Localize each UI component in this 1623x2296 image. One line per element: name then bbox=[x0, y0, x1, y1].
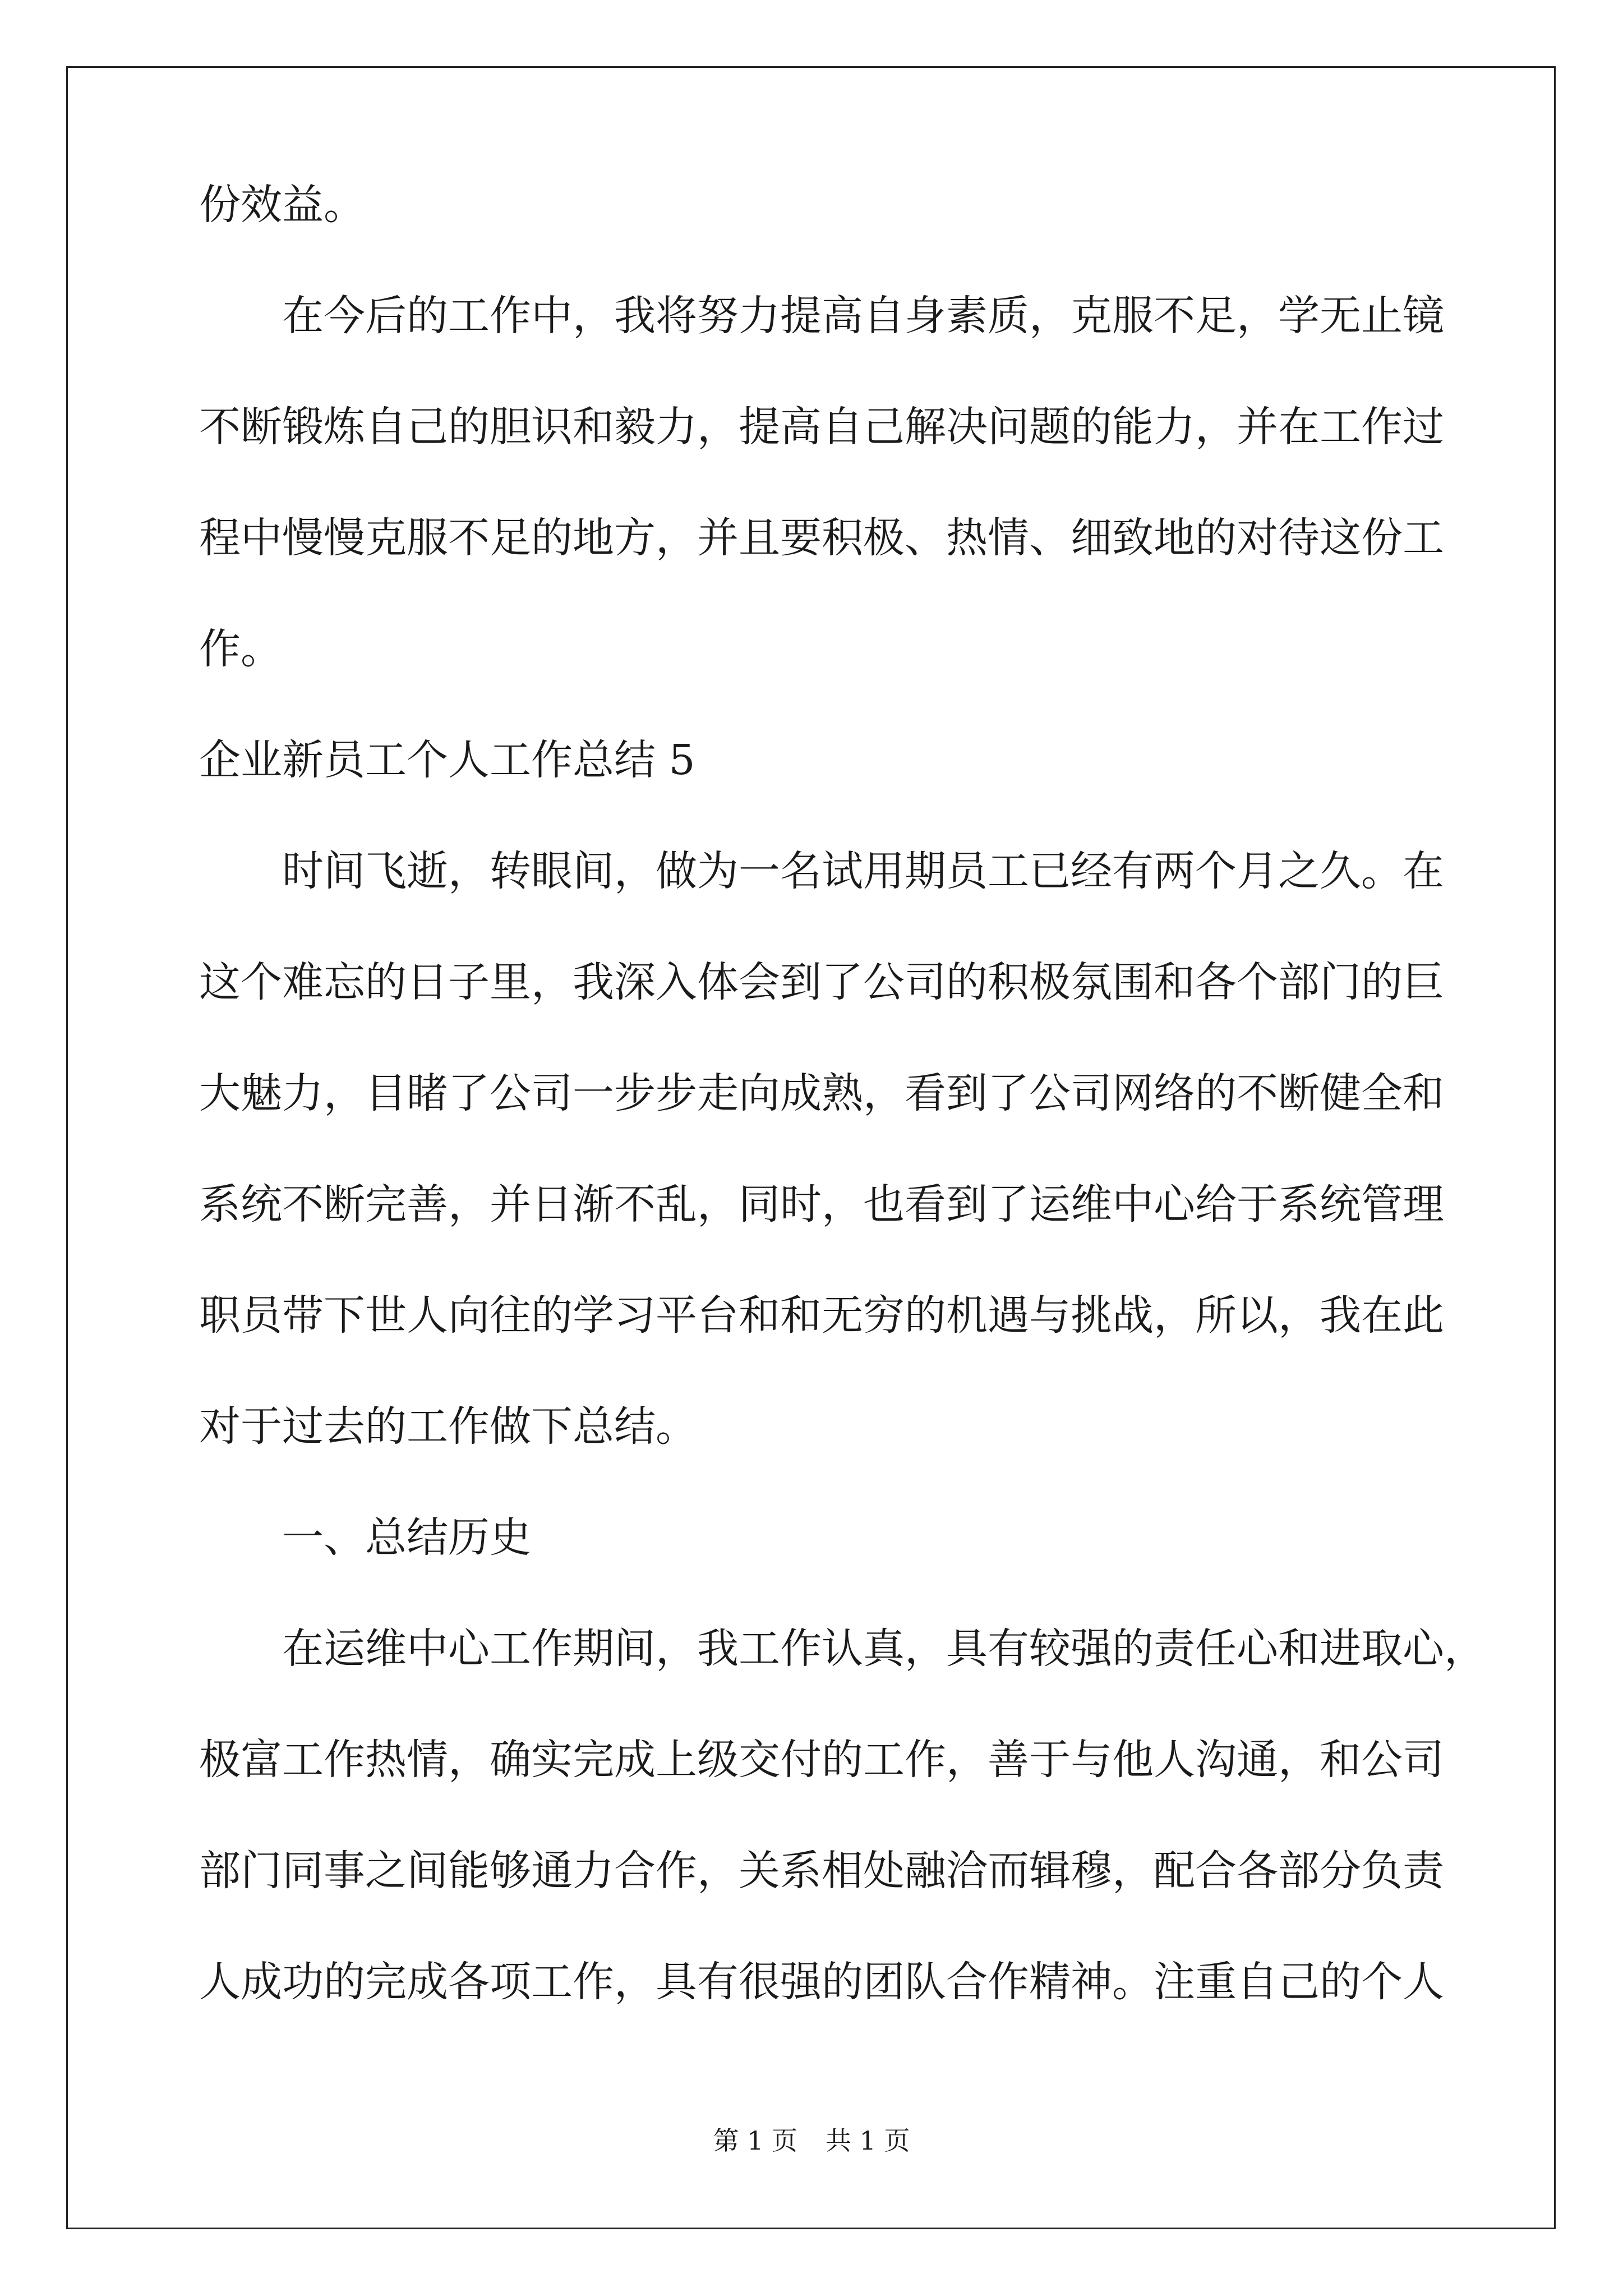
paragraph-line: 系统不断完善，并日渐不乱，同时，也看到了运维中心给于系统管理 bbox=[199, 1180, 1444, 1228]
section-heading: 企业新员工个人工作总结 5 bbox=[199, 736, 695, 784]
subsection-heading: 一、总结历史 bbox=[282, 1513, 531, 1562]
paragraph-line: 部门同事之间能够通力合作，关系相处融洽而辑穆，配合各部分负责 bbox=[199, 1847, 1444, 1895]
paragraph-line: 极富工作热情，确实完成上级交付的工作，善于与他人沟通，和公司 bbox=[199, 1736, 1444, 1784]
paragraph-line: 作。 bbox=[199, 625, 282, 673]
paragraph-line: 这个难忘的日子里，我深入体会到了公司的积极氛围和各个部门的巨 bbox=[199, 958, 1444, 1006]
page-number: 第 1 页 bbox=[713, 2125, 797, 2156]
paragraph-line: 大魅力，目睹了公司一步步走向成熟，看到了公司网络的不断健全和 bbox=[199, 1069, 1444, 1117]
page-border bbox=[66, 66, 1556, 2229]
paragraph-line: 时间飞逝，转眼间，做为一名试用期员工已经有两个月之久。在 bbox=[282, 847, 1444, 895]
page-total: 共 1 页 bbox=[826, 2125, 910, 2156]
paragraph-line: 在运维中心工作期间，我工作认真，具有较强的责任心和进取心， bbox=[282, 1625, 1486, 1673]
paragraph-line: 职员带下世人向往的学习平台和和无穷的机遇与挑战，所以，我在此 bbox=[199, 1291, 1444, 1340]
paragraph-line: 在今后的工作中，我将努力提高自身素质，克服不足，学无止镜 bbox=[282, 292, 1444, 340]
page-footer bbox=[0, 2120, 1623, 2157]
paragraph-line: 不断锻炼自己的胆识和毅力，提高自己解决问题的能力，并在工作过 bbox=[199, 403, 1444, 451]
paragraph-line: 份效益。 bbox=[199, 181, 365, 229]
paragraph-line: 对于过去的工作做下总结。 bbox=[199, 1402, 697, 1451]
paragraph-line: 程中慢慢克服不足的地方，并且要积极、热情、细致地的对待这份工 bbox=[199, 514, 1444, 562]
paragraph-line: 人成功的完成各项工作，具有很强的团队合作精神。注重自己的个人 bbox=[199, 1958, 1444, 2006]
